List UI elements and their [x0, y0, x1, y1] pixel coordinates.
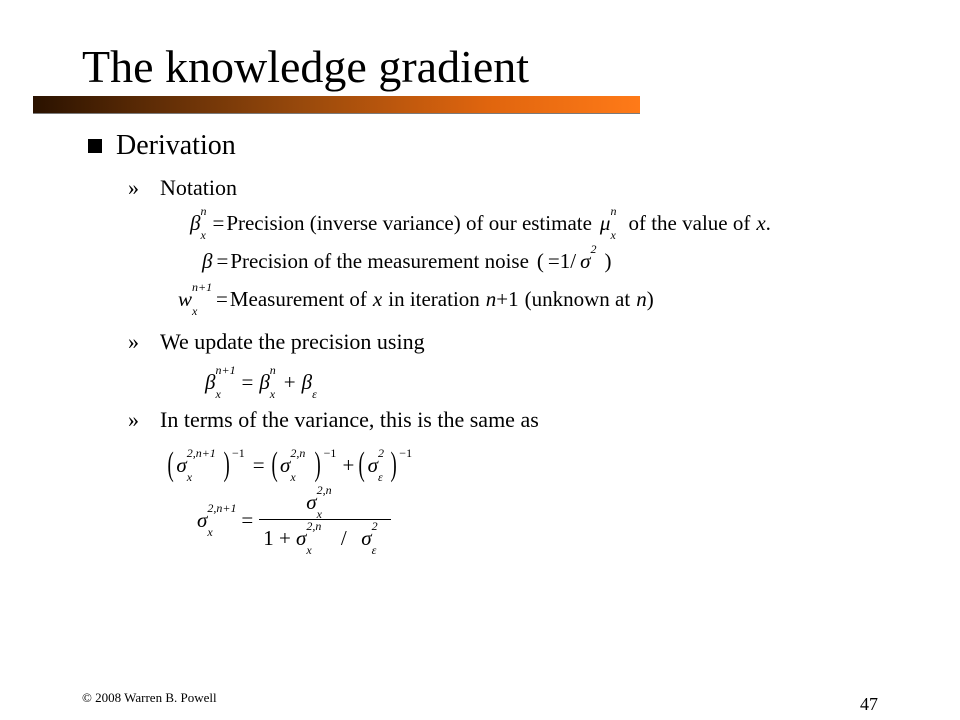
bullet-text: Derivation [116, 130, 236, 161]
notation-text: Precision of the measurement noise [230, 249, 529, 273]
subbullet-marker-icon: » [128, 407, 139, 432]
notation-text: Precision (inverse variance) of our estimate [226, 211, 592, 235]
sigma-symbol: σ 2,n+1 x [176, 445, 216, 484]
bullet-derivation [88, 128, 236, 164]
subbullet-text: We update the precision using [160, 329, 425, 354]
subbullet-variance [128, 406, 539, 434]
mu-symbol: μ n x [599, 204, 617, 242]
notation-measurement: w n+1 x = Measurement of x in iteration n +1 (unknown at n ) [178, 280, 654, 318]
sigma-symbol: σ 2,n x [296, 519, 322, 557]
beta-symbol: β ε [301, 370, 317, 401]
subbullet-text: In terms of the variance, this is the same as [160, 407, 539, 432]
title-gradient-bar [33, 96, 640, 114]
footer-copyright: © 2008 Warren B. Powell [82, 690, 217, 705]
notation-measurement-precision: β = Precision of the measurement noise ( = 1/ σ 2 ) [202, 242, 612, 273]
sigma-symbol: σ 2,n x [306, 483, 332, 521]
variance-inverse-equation: ( σ 2,n+1 x ) −1 = ( σ 2,n x ) −1 + ( σ 2 ε ) −1 [167, 445, 413, 484]
beta-symbol: β n x [259, 363, 276, 401]
sigma-symbol: σ 2 ε [361, 519, 378, 557]
sigma-symbol: σ 2,n+1 x [197, 501, 237, 539]
notation-text: of the value of [628, 211, 751, 235]
sigma-symbol: σ 2 [580, 242, 597, 273]
variance-update-equation: σ 2,n+1 x = σ 2,n x 1 + σ 2,n x / σ 2 ε [197, 492, 391, 549]
subbullet-update [128, 328, 425, 356]
subbullet-text: Notation [160, 175, 237, 200]
square-bullet-icon [88, 139, 102, 153]
variance-fraction: σ 2,n x 1 + σ 2,n x / σ 2 ε [259, 492, 391, 549]
sigma-symbol: σ 2 ε [367, 445, 384, 484]
notation-precision-estimate: β n x = Precision (inverse variance) of our estimate μ n x of the value of x . [190, 204, 771, 242]
subbullet-marker-icon: » [128, 329, 139, 354]
beta-symbol: β n+1 x [205, 363, 236, 401]
slide-title: The knowledge gradient [82, 41, 530, 92]
beta-symbol: β [202, 249, 213, 273]
page-number: 47 [860, 694, 878, 714]
w-symbol: w n+1 x [178, 280, 213, 318]
sigma-symbol: σ 2,n x [279, 445, 306, 484]
subbullet-notation [128, 174, 237, 202]
beta-symbol: β n x [190, 204, 207, 242]
notation-text: Measurement of [229, 287, 367, 311]
subbullet-marker-icon: » [128, 175, 139, 200]
precision-update-equation: β n+1 x = β n x + β ε [205, 363, 317, 401]
